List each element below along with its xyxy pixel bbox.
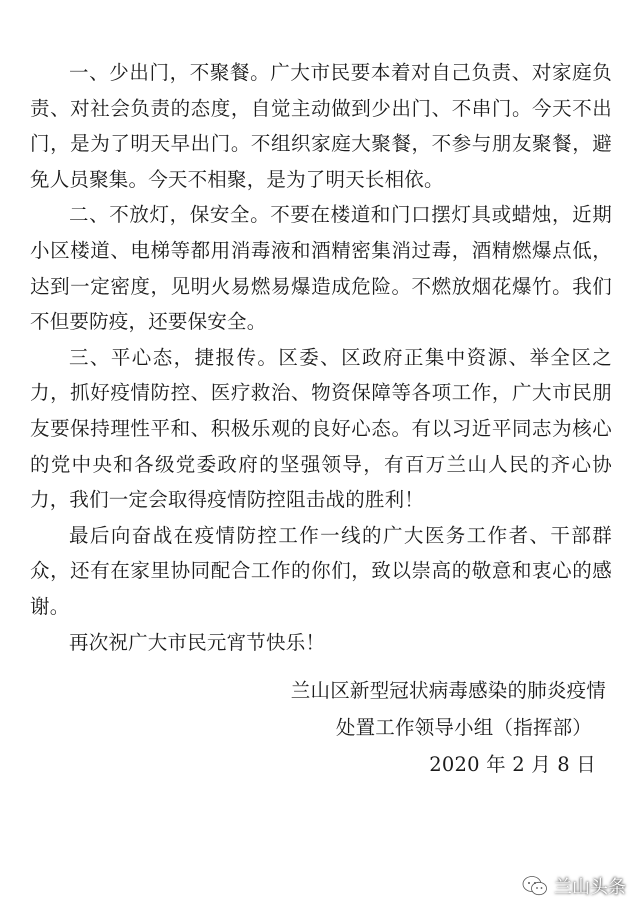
signature-date: 2020 年 2 月 8 日 bbox=[429, 753, 596, 776]
notice-body bbox=[30, 55, 612, 660]
paragraph-1: 一、少出门，不聚餐。广大市民要本着对自己负责、对家庭负责、对社会负责的态度，自觉主动做到少出门、不串门。今天不出门，是为了明天早出门。不组织家庭大聚餐，不参与朋友聚餐，避免人员聚集。今天不相聚，是为了明天长相依。 bbox=[30, 61, 612, 191]
paragraph-2: 二、不放灯，保安全。不要在楼道和门口摆灯具或蜡烛，近期小区楼道、电梯等都用消毒液和酒精密集消过毒，酒精燃爆点低，达到一定密度，见明火易燃易爆造成危险。不燃放烟花爆竹。我们不但要防疫，还要保安全。 bbox=[30, 203, 612, 334]
signature-org-line-2: 处置工作领导小组（指挥部） bbox=[335, 716, 592, 739]
paragraph-5: 再次祝广大市民元宵节快乐！ bbox=[69, 630, 326, 654]
signature-block bbox=[206, 672, 606, 783]
paragraph-4: 最后向奋战在疫情防控工作一线的广大医务工作者、干部群众，还有在家里协同配合工作的你们，致以崇高的敬意和衷心的感谢。 bbox=[30, 523, 612, 618]
wechat-icon bbox=[522, 875, 548, 897]
watermark bbox=[522, 873, 626, 899]
signature-org-line-1: 兰山区新型冠状病毒感染的肺炎疫情 bbox=[290, 679, 606, 702]
watermark-label: 兰山头条 bbox=[554, 877, 626, 898]
paragraph-3: 三、平心态，捷报传。区委、区政府正集中资源、举全区之力，抓好疫情防控、医疗救治、物资保障等各项工作，广大市民朋友要保持理性平和、积极乐观的良好心态。有以习近平同志为核心的党中央和各级党委政府的坚强领导，有百万兰山人民的齐心协力，我们一定会取得疫情防控阻击战的胜利！ bbox=[30, 345, 612, 512]
